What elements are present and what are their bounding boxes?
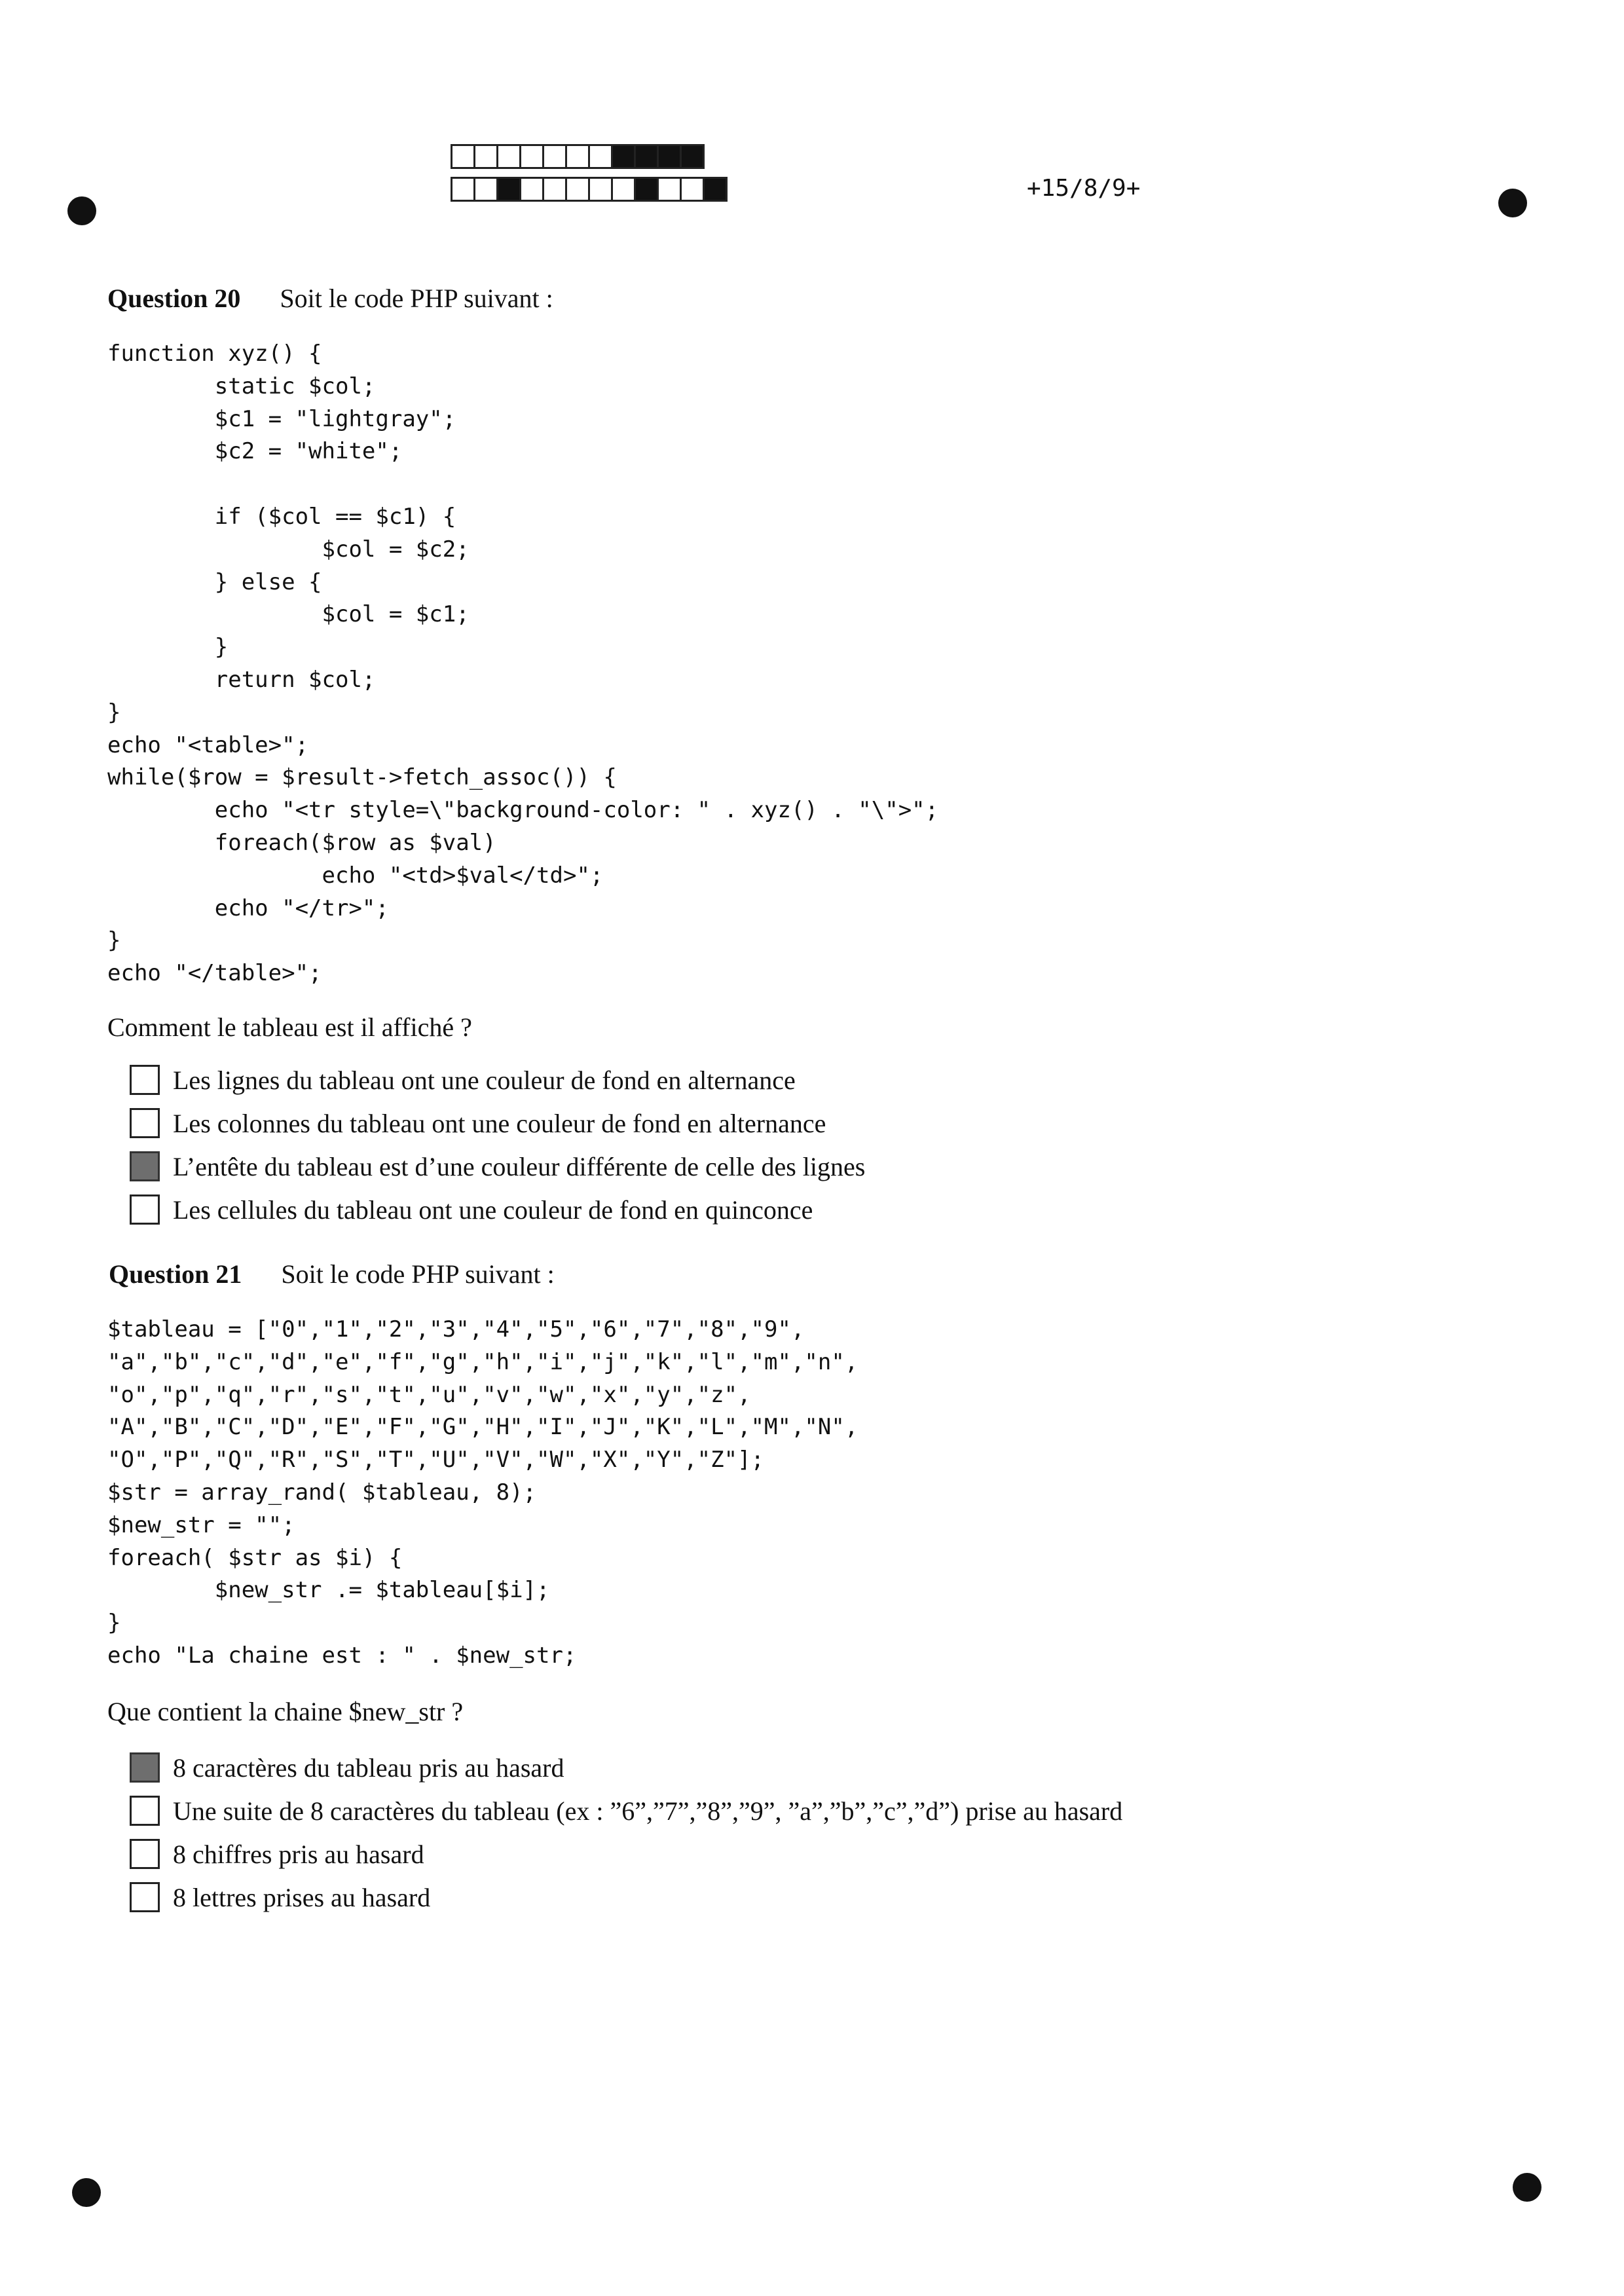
id-box	[680, 177, 705, 202]
answer-option[interactable]	[130, 1789, 1122, 1832]
student-id-boxes-row-2	[451, 177, 726, 202]
id-box	[473, 144, 498, 169]
answer-checkbox[interactable]	[130, 1752, 160, 1783]
id-box	[473, 177, 498, 202]
id-box	[657, 177, 682, 202]
id-box	[542, 177, 567, 202]
answer-checkbox[interactable]	[130, 1151, 160, 1181]
page-code: +15/8/9+	[1027, 175, 1141, 202]
answer-checkbox[interactable]	[130, 1882, 160, 1912]
id-box	[519, 144, 544, 169]
id-box	[703, 177, 728, 202]
id-box	[611, 177, 636, 202]
id-box	[680, 144, 705, 169]
answer-option[interactable]	[130, 1746, 1122, 1789]
answer-checkbox[interactable]	[130, 1108, 160, 1138]
question-20-answers	[130, 1058, 865, 1231]
question-21-code: $tableau = ["0","1","2","3","4","5","6","7","8","9", "a","b","c","d","e","f","g","h","i","j","k","l","m","n", "o","p","q","r","s","t","u","v","w","x","y","z", "A","B","C","D","E","F","G","H","I","J","K","L","M","N", "O","P","Q","R","S","T","U","V","W","X","Y","Z"]; $str = array_rand( $tableau, 8); $new_str = ""; foreach( $str as $i) { $new_str .= $tableau[$i]; } echo "La chaine est : " . $new_str;	[107, 1316, 858, 1669]
question-20-code: function xyz() { static $col; $c1 = "lightgray"; $c2 = "white"; if ($col == $c1) { $col = $c2; } else { $col = $c1; } return $col; } echo "<table>"; while($row = $result->fetch_assoc()) { echo "<tr style=\"background-color: " . xyz() . "\">"; foreach($row as $val) echo "<td>$val</td>"; echo "</tr>"; } echo "</table>";	[107, 341, 939, 987]
answer-option[interactable]	[130, 1102, 865, 1145]
question-21-answers	[130, 1746, 1122, 1919]
question-21-intro: Soit le code PHP suivant :	[281, 1259, 555, 1289]
student-id-boxes-row-1	[451, 144, 703, 169]
registration-mark-top-right	[1498, 189, 1527, 217]
id-box	[611, 144, 636, 169]
answer-checkbox[interactable]	[130, 1839, 160, 1869]
id-box	[542, 144, 567, 169]
answer-text: 8 chiffres pris au hasard	[173, 1839, 424, 1869]
id-box	[657, 144, 682, 169]
answer-option[interactable]	[130, 1145, 865, 1188]
id-box	[451, 177, 475, 202]
id-box	[634, 177, 659, 202]
answer-text: Les colonnes du tableau ont une couleur de fond en alternance	[173, 1108, 826, 1138]
registration-mark-top-left	[67, 196, 96, 225]
question-20-title	[107, 283, 553, 314]
answer-checkbox[interactable]	[130, 1194, 160, 1225]
question-20-intro: Soit le code PHP suivant :	[280, 284, 553, 313]
answer-text: 8 lettres prises au hasard	[173, 1882, 431, 1912]
answer-text: L’entête du tableau est d’une couleur différente de celle des lignes	[173, 1151, 866, 1181]
id-box	[588, 144, 613, 169]
question-21-title	[109, 1259, 555, 1289]
answer-option[interactable]	[130, 1832, 1122, 1876]
registration-mark-bottom-left	[72, 2178, 101, 2207]
id-box	[496, 177, 521, 202]
question-20-prompt: Comment le tableau est il affiché ?	[107, 1012, 472, 1042]
answer-text: Les cellules du tableau ont une couleur de fond en quinconce	[173, 1194, 813, 1225]
answer-text: 8 caractères du tableau pris au hasard	[173, 1752, 564, 1783]
answer-checkbox[interactable]	[130, 1796, 160, 1826]
answer-option[interactable]	[130, 1058, 865, 1102]
answer-text: Une suite de 8 caractères du tableau (ex : ”6”,”7”,”8”,”9”, ”a”,”b”,”c”,”d”) prise au hasard	[173, 1796, 1123, 1826]
id-box	[634, 144, 659, 169]
id-box	[496, 144, 521, 169]
question-21-label: Question 21	[109, 1259, 242, 1289]
answer-text: Les lignes du tableau ont une couleur de fond en alternance	[173, 1065, 796, 1095]
answer-option[interactable]	[130, 1188, 865, 1231]
id-box	[451, 144, 475, 169]
answer-checkbox[interactable]	[130, 1065, 160, 1095]
question-21-prompt: Que contient la chaine $new_str ?	[107, 1697, 464, 1726]
id-box	[565, 177, 590, 202]
id-box	[565, 144, 590, 169]
id-box	[519, 177, 544, 202]
id-box	[588, 177, 613, 202]
registration-mark-bottom-right	[1513, 2173, 1541, 2202]
question-20-label: Question 20	[107, 284, 241, 313]
answer-option[interactable]	[130, 1876, 1122, 1919]
